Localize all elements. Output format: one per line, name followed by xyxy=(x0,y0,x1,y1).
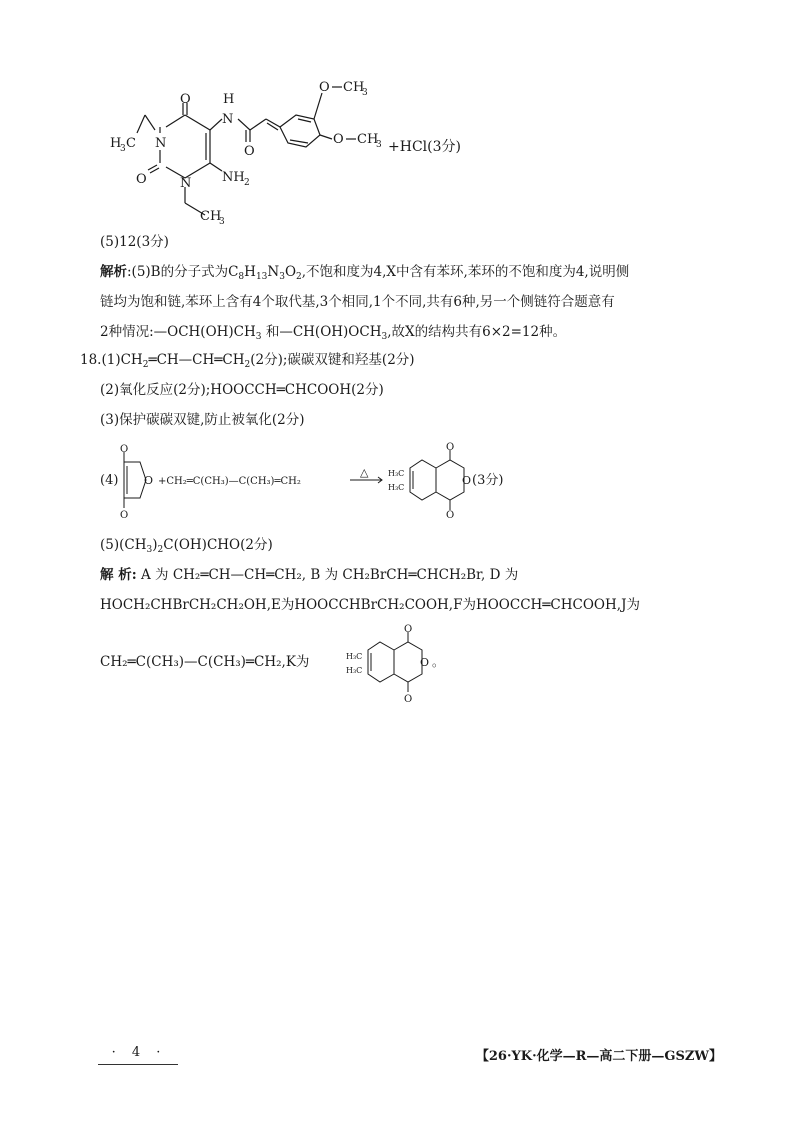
k-h3c-2: H₃C xyxy=(346,666,363,675)
footer-code: 【26·YK·化学—R—高二下册—GSZW】 xyxy=(475,1049,722,1064)
atom-ethyl-ch3-sub: 3 xyxy=(219,217,225,227)
atom-h3c-sub: 3 xyxy=(120,144,126,154)
diene-reagent: +CH₂═C(CH₃)—C(CH₃)═CH₂ xyxy=(158,476,301,487)
analysis-line-3: 2种情况$:—OCH(OH)CH_3$ 和$—CH(OH)OCH_3$,故X的结构共有6×2=12种。 xyxy=(100,324,567,342)
page-number: · 4 · xyxy=(111,1045,167,1060)
k-o-top: O xyxy=(404,624,413,635)
k-period: 。 xyxy=(432,655,445,669)
p4-label: (4) xyxy=(100,473,119,488)
structure-uracil-amide xyxy=(100,75,580,225)
ma-o-bottom: O xyxy=(120,510,129,521)
atom-ch3-top-sub: 3 xyxy=(362,88,368,98)
atom-o-top: O xyxy=(180,92,191,107)
q18-part-2: (2)氧化反应(2分);HOOCCH═CHCOOH(2分) xyxy=(100,382,384,398)
answer-5: (5)12(3分) xyxy=(100,234,169,250)
structure-k xyxy=(338,620,458,710)
atom-o-left: O xyxy=(136,172,147,187)
heat-symbol: △ xyxy=(360,466,369,479)
atom-o-carbonyl: O xyxy=(244,144,255,159)
ma-o-ring: O xyxy=(144,474,154,487)
q18-part-3: (3)保护碳碳双键,防止被氧化(2分) xyxy=(100,412,305,428)
product-o-top: O xyxy=(446,442,455,453)
q18-part-1: $18.(1)CH_2═CH—CH═CH_2(2$分);碳碳双键和羟基(2分) xyxy=(80,352,415,370)
product-h3c-1: H₃C xyxy=(388,469,405,478)
k-h3c-1: H₃C xyxy=(346,652,363,661)
hcl-score: +HCl(3分) xyxy=(388,139,461,155)
atom-o-methoxy-top: O xyxy=(319,80,330,95)
analysis2-line-1: 解 析: A 为 CH₂═CH—CH═CH₂, B 为 CH₂BrCH═CHCH₂Br, D 为 xyxy=(100,567,519,583)
atom-ch3-top: CH xyxy=(343,80,365,95)
atom-ch3-bottom: CH xyxy=(357,132,379,147)
atom-n3: N xyxy=(180,176,192,191)
atom-o-methoxy-bottom: O xyxy=(333,132,344,147)
atom-ch3-bottom-sub: 3 xyxy=(376,140,382,150)
product-h3c-2: H₃C xyxy=(388,483,405,492)
atom-n1: N xyxy=(155,136,167,151)
product-o-bottom: O xyxy=(446,510,455,521)
q18-part-5: $(5)(CH_3)_2C(OH)CHO(2$分) xyxy=(100,537,273,555)
atom-nh2: NH xyxy=(222,170,245,185)
analysis2-line-3: CH₂═C(CH₃)—C(CH₃)═CH₂,K为 xyxy=(100,654,310,670)
ma-o-top: O xyxy=(120,444,129,455)
atom-nh2-sub: 2 xyxy=(244,178,250,188)
atom-amide-h: H xyxy=(223,92,235,107)
atom-h3c-h: H xyxy=(110,136,122,151)
k-o-bottom: O xyxy=(404,694,413,705)
atom-h3c-c: C xyxy=(126,136,136,151)
footer-rule xyxy=(98,1064,178,1065)
atom-amide-n: N xyxy=(222,112,234,127)
product-o-ring: O xyxy=(462,474,472,487)
analysis-line-1: 解析:(5)B的分子式为$C_8H_{13}N_3O_2$,不饱和度为4,X中含有苯环,苯环的不饱和度为4,说明侧 xyxy=(100,264,630,282)
analysis2-line-2: HOCH₂CHBrCH₂CH₂OH,E为HOOCCHBrCH₂COOH,F为HOOCCH═CHCOOH,J为 xyxy=(100,597,640,613)
reaction-diels-alder xyxy=(100,440,580,520)
atom-ethyl-ch3: CH xyxy=(200,209,222,224)
k-o-ring: O xyxy=(420,656,430,669)
analysis-label: 解析 xyxy=(100,264,127,280)
analysis-line-2: 链均为饱和链,苯环上含有4个取代基,3个相同,1个不同,共有6种,另一个侧链符合题意有 xyxy=(100,294,615,310)
p4-score: (3分) xyxy=(472,473,504,488)
